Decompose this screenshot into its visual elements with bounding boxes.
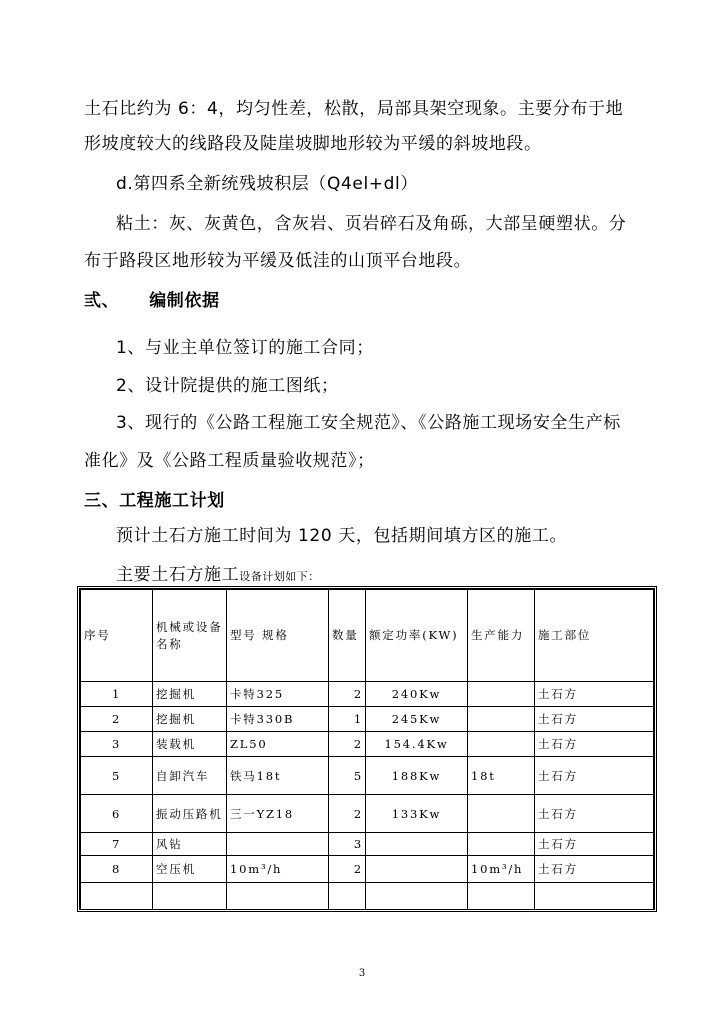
- paragraph-quaternary-layer: d.第四系全新统残坡积层（Q4el+dl）: [116, 174, 418, 194]
- table-cell-name: 挖掘机: [153, 707, 227, 732]
- table-row: [81, 883, 654, 910]
- table-cell-no: [81, 883, 153, 910]
- table-row: [81, 833, 654, 856]
- basis-item-1: 1、与业主单位签订的施工合同；: [116, 338, 374, 358]
- table-cell-model: [227, 833, 329, 856]
- table-cell-name: 挖掘机: [153, 682, 227, 707]
- table-cell-model: ZL50: [227, 732, 329, 757]
- table-cell-capacity: [468, 707, 535, 732]
- table-cell-site: 土石方: [535, 757, 654, 795]
- basis-item-3-cont: 准化》及《公路工程质量验收规范》；: [84, 451, 375, 471]
- table-cell-capacity: 18t: [468, 757, 535, 795]
- table-cell-qty: 1: [329, 707, 366, 732]
- table-cell-model: 10m³/h: [227, 856, 329, 883]
- table-cell-site: [535, 883, 654, 910]
- table-row: [81, 757, 654, 795]
- table-cell-power: [366, 856, 468, 883]
- table-cell-capacity: [468, 883, 535, 910]
- table-cell-name: 装载机: [153, 732, 227, 757]
- basis-item-2: 2、设计院提供的施工图纸；: [116, 376, 339, 396]
- table-cell-no: 2: [81, 707, 153, 732]
- plan-text: 预计土石方施工时间为 120 天，包括期间填方区的施工。: [116, 526, 568, 546]
- table-cell-qty: [329, 883, 366, 910]
- equipment-table: [77, 586, 657, 912]
- section-heading-basis: [84, 286, 220, 311]
- table-cell-name: 风钻: [153, 833, 227, 856]
- header-cell: 施工部位: [535, 590, 654, 682]
- section-number: 弎、: [84, 291, 120, 311]
- table-cell-name: [153, 883, 227, 910]
- table-cell-no: 1: [81, 682, 153, 707]
- table-row: [81, 732, 654, 757]
- paragraph-soil-ratio-line1: 土石比约为 6：4，均匀性差，松散，局部具架空现象。主要分布于地: [84, 99, 624, 119]
- table-cell-capacity: [468, 833, 535, 856]
- table-cell-qty: 2: [329, 682, 366, 707]
- header-cell: 机械或设备名称: [153, 590, 227, 682]
- table-row: [81, 856, 654, 883]
- table-cell-power: 133Kw: [366, 795, 468, 833]
- table-cell-capacity: 10m³/h: [468, 856, 535, 883]
- table-cell-model: 三一YZ18: [227, 795, 329, 833]
- header-cell: 序号: [81, 590, 153, 682]
- section-heading-plan: 三、工程施工计划: [84, 491, 225, 511]
- table-cell-name: 自卸汽车: [153, 757, 227, 795]
- table-cell-site: 土石方: [535, 707, 654, 732]
- table-cell-capacity: [468, 732, 535, 757]
- section-title: 编制依据: [149, 291, 220, 311]
- paragraph-clay-line2: 布于路段区地形较为平缓及低洼的山顶平台地段。: [84, 251, 472, 271]
- table-cell-no: 3: [81, 732, 153, 757]
- table-cell-power: 154.4Kw: [366, 732, 468, 757]
- table-cell-no: 8: [81, 856, 153, 883]
- table-cell-no: 7: [81, 833, 153, 856]
- paragraph-soil-ratio-line2: 形坡度较大的线路段及陡崖坡脚地形较为平缓的斜坡地段。: [84, 134, 542, 154]
- table-cell-capacity: [468, 795, 535, 833]
- table-row: [81, 795, 654, 833]
- table-cell-name: 振动压路机: [153, 795, 227, 833]
- table-cell-power: 245Kw: [366, 707, 468, 732]
- table-cell-qty: 5: [329, 757, 366, 795]
- table-cell-capacity: [468, 682, 535, 707]
- header-cell: 数量: [329, 590, 366, 682]
- table-cell-site: 土石方: [535, 682, 654, 707]
- table-intro-main: 主要土石方施工: [116, 565, 240, 585]
- table-cell-power: [366, 833, 468, 856]
- table-cell-no: 6: [81, 795, 153, 833]
- table-cell-qty: 3: [329, 833, 366, 856]
- header-cell: 额定功率(KW): [366, 590, 468, 682]
- table-cell-model: 铁马18t: [227, 757, 329, 795]
- table-cell-site: 土石方: [535, 795, 654, 833]
- table-row: [81, 707, 654, 732]
- table-cell-model: 卡特325: [227, 682, 329, 707]
- header-cell: 型号 规格: [227, 590, 329, 682]
- table-intro-suffix: 设备计划如下：: [239, 570, 320, 583]
- table-cell-site: 土石方: [535, 856, 654, 883]
- table-cell-site: 土石方: [535, 833, 654, 856]
- table-intro: [116, 560, 320, 585]
- table-cell-site: 土石方: [535, 732, 654, 757]
- basis-item-3: 3、现行的《公路工程施工安全规范》、《公路施工现场安全生产标: [116, 413, 621, 433]
- page-number: 3: [358, 968, 366, 979]
- table-cell-name: 空压机: [153, 856, 227, 883]
- paragraph-clay-line1: 粘土：灰、灰黄色，含灰岩、页岩碎石及角砾，大部呈硬塑状。分: [116, 214, 627, 234]
- table-cell-model: 卡特330B: [227, 707, 329, 732]
- table-cell-qty: 2: [329, 732, 366, 757]
- table-cell-model: [227, 883, 329, 910]
- table-cell-power: 240Kw: [366, 682, 468, 707]
- table-cell-qty: 2: [329, 795, 366, 833]
- table-cell-power: 188Kw: [366, 757, 468, 795]
- table-cell-power: [366, 883, 468, 910]
- table-cell-qty: 2: [329, 856, 366, 883]
- table-cell-no: 5: [81, 757, 153, 795]
- table-row: [81, 682, 654, 707]
- header-cell: 生产能力: [468, 590, 535, 682]
- table-body: [81, 682, 654, 910]
- table-header-row: [81, 590, 654, 682]
